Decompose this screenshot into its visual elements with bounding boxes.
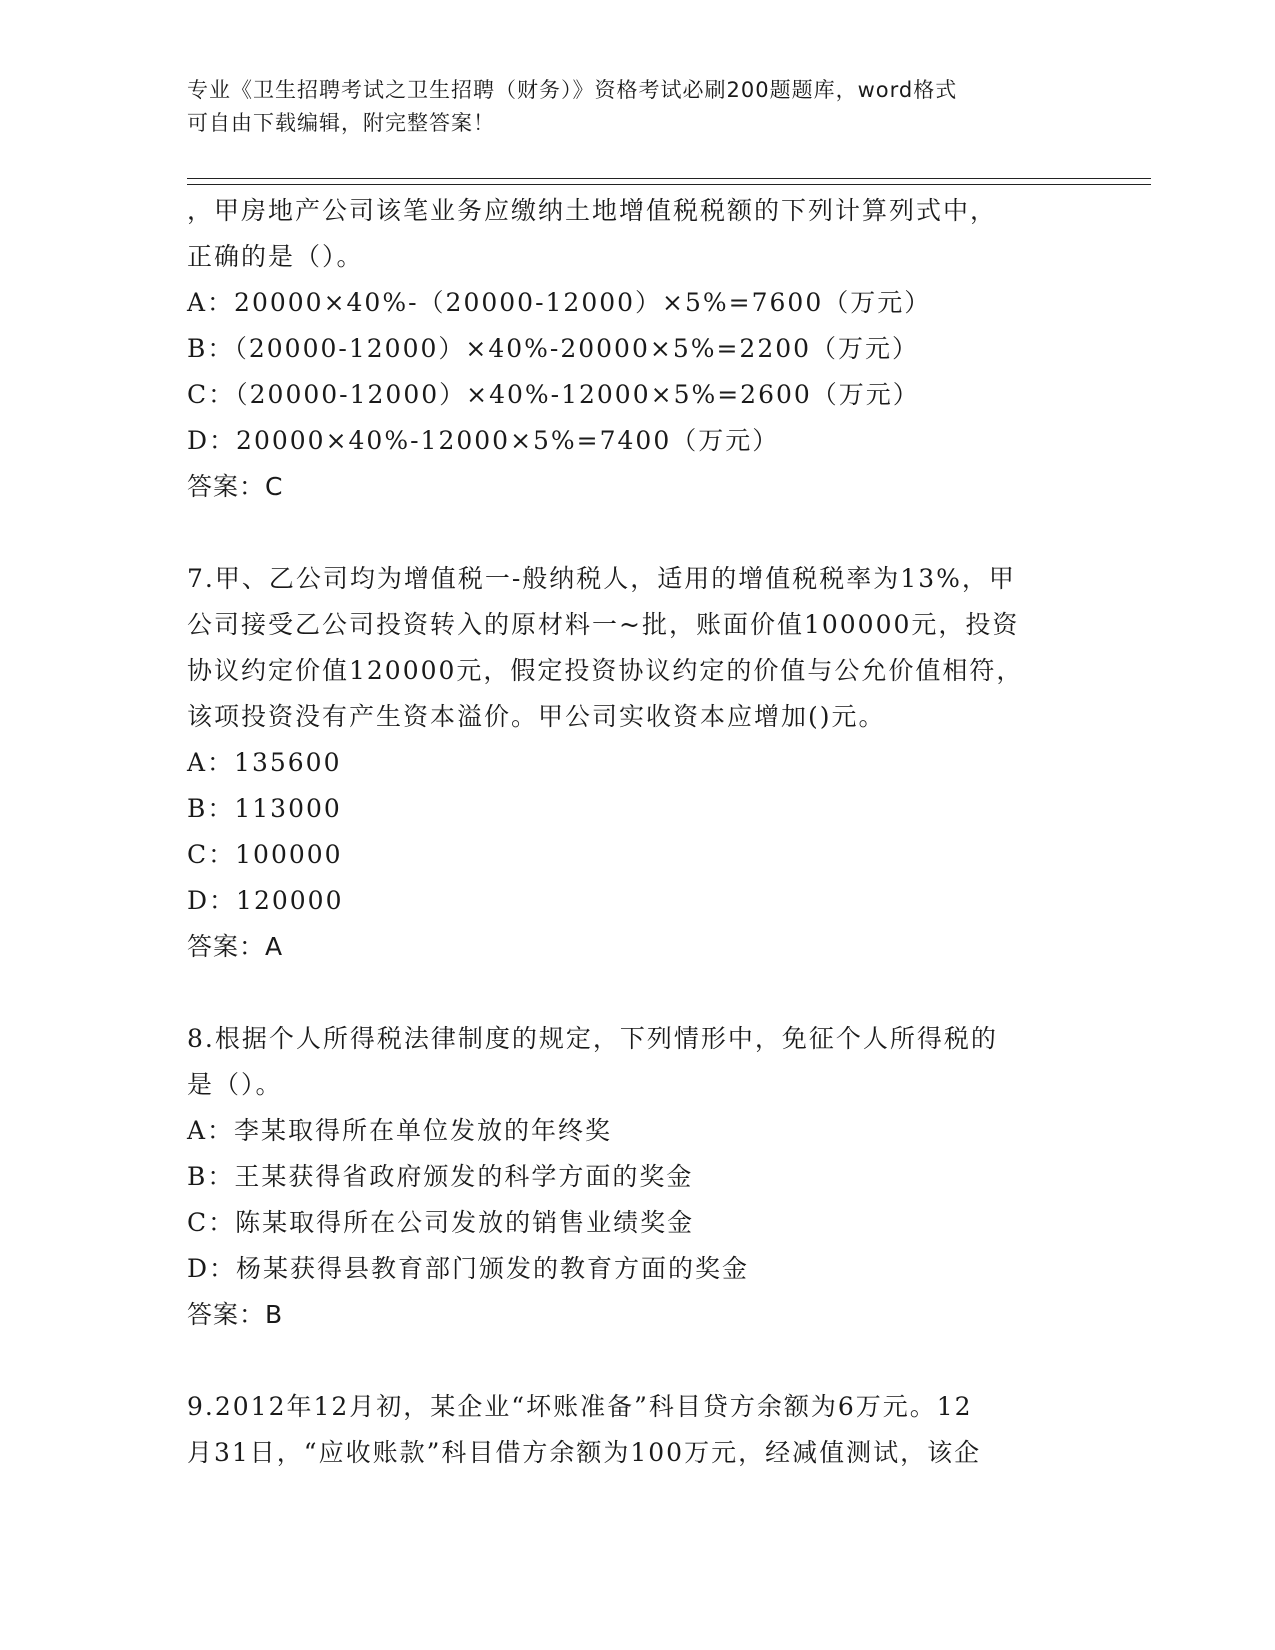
question-6-option-b: B：（20000-12000）×40%-20000×5%=2200（万元）	[187, 334, 920, 363]
header-title-line-1: 专业《卫生招聘考试之卫生招聘（财务）》资格考试必刷200题题库，word格式	[187, 78, 958, 102]
question-7-stem-line-3: 协议约定价值120000元，假定投资协议约定的价值与公允价值相符，	[187, 656, 1024, 685]
spacer	[187, 510, 1087, 556]
question-7-stem-line-2: 公司接受乙公司投资转入的原材料一~批，账面价值100000元，投资	[187, 610, 1020, 639]
question-8-option-c: C：陈某取得所在公司发放的销售业绩奖金	[187, 1208, 695, 1237]
question-9	[187, 1384, 1087, 1476]
question-6	[187, 188, 1087, 510]
header-title-line-2: 可自由下载编辑，附完整答案！	[187, 111, 495, 135]
question-7-option-c: C：100000	[187, 840, 343, 869]
question-6-stem-line-2: 正确的是（）。	[187, 242, 364, 271]
question-8-answer: 答案：B	[187, 1300, 284, 1329]
question-8-stem-line-1: 8.根据个人所得税法律制度的规定，下列情形中，免征个人所得税的	[187, 1024, 998, 1053]
spacer	[187, 1338, 1087, 1384]
question-8	[187, 1016, 1087, 1338]
question-6-stem-line-1: ，甲房地产公司该笔业务应缴纳土地增值税税额的下列计算列式中，	[187, 196, 998, 225]
question-9-stem-line-2: 月31日，“应收账款”科目借方余额为100万元，经减值测试，该企	[187, 1438, 982, 1467]
spacer	[187, 970, 1087, 1016]
question-7-stem-line-1: 7.甲、乙公司均为增值税一-般纳税人，适用的增值税税率为13%，甲	[187, 564, 1016, 593]
question-8-option-d: D：杨某获得县教育部门颁发的教育方面的奖金	[187, 1254, 750, 1283]
question-7-stem-line-4: 该项投资没有产生资本溢价。甲公司实收资本应增加()元。	[187, 702, 886, 731]
question-7-option-b: B：113000	[187, 794, 342, 823]
question-7-option-a: A：135600	[187, 748, 342, 777]
question-9-stem-line-1: 9.2012年12月初，某企业“坏账准备”科目贷方余额为6万元。12	[187, 1392, 973, 1421]
document-header	[187, 74, 1087, 140]
question-8-option-a: A：李某取得所在单位发放的年终奖	[187, 1116, 613, 1145]
question-6-option-d: D：20000×40%-12000×5%=7400（万元）	[187, 426, 780, 455]
document-body	[187, 188, 1087, 1476]
question-7-answer: 答案：A	[187, 932, 284, 961]
header-divider-bottom	[187, 184, 1151, 185]
question-7-option-d: D：120000	[187, 886, 344, 915]
question-7	[187, 556, 1087, 970]
question-8-stem-line-2: 是（）。	[187, 1070, 283, 1099]
question-8-option-b: B：王某获得省政府颁发的科学方面的奖金	[187, 1162, 694, 1191]
question-6-option-c: C：（20000-12000）×40%-12000×5%=2600（万元）	[187, 380, 920, 409]
question-6-option-a: A：20000×40%-（20000-12000）×5%=7600（万元）	[187, 288, 932, 317]
question-6-answer: 答案：C	[187, 472, 284, 501]
header-divider-top	[187, 178, 1151, 179]
